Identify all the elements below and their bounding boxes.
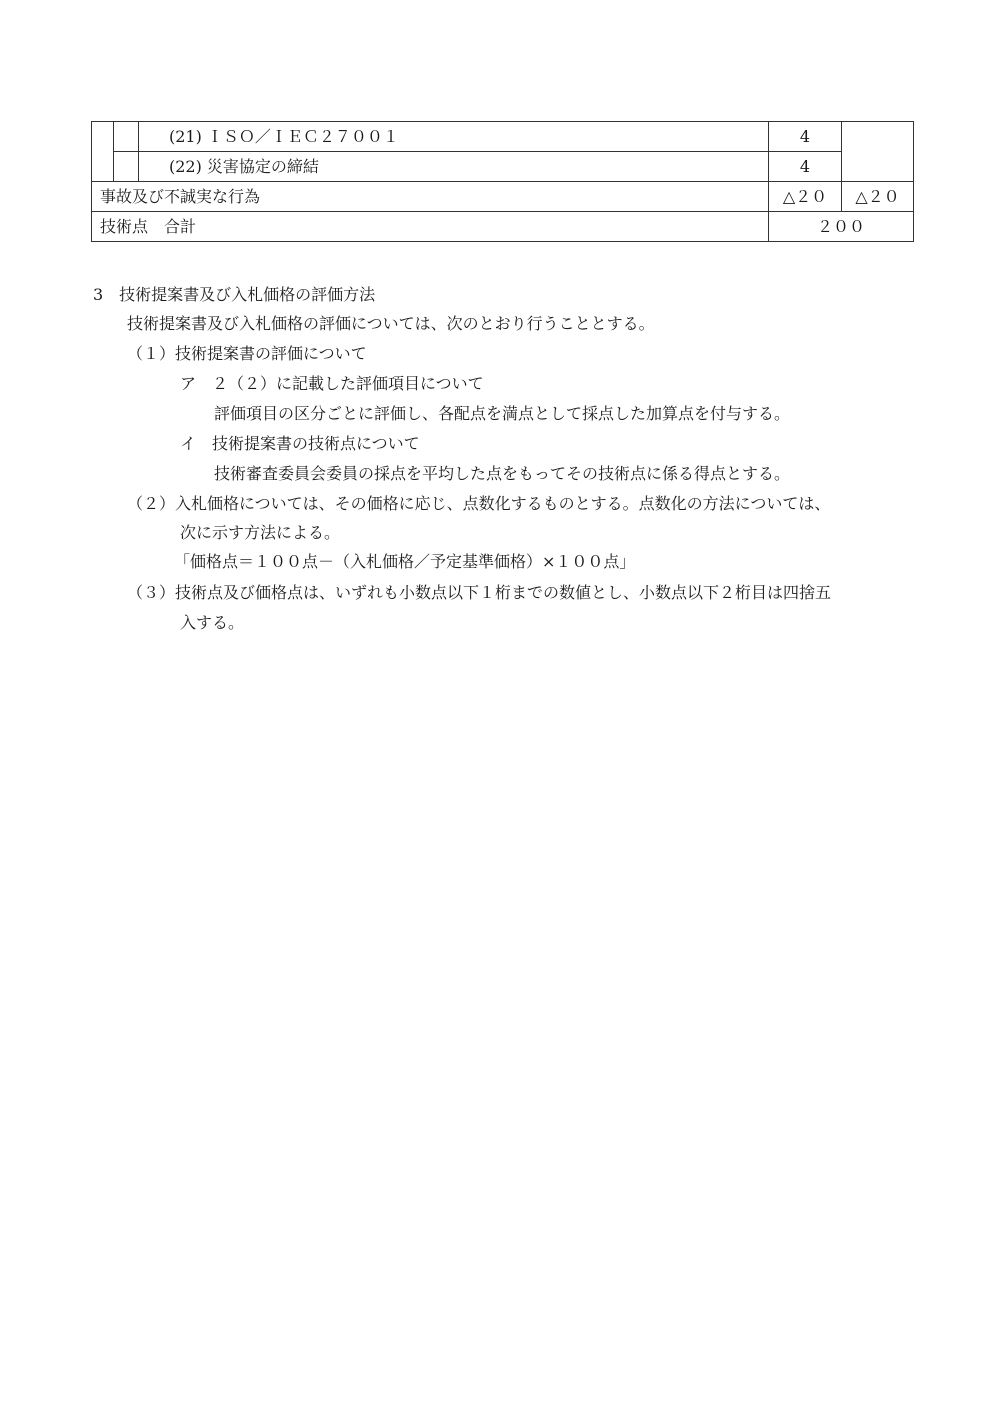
section-intro: 技術提案書及び入札価格の評価については、次のとおり行うこととする。 xyxy=(127,314,655,333)
penalty-row xyxy=(92,182,914,212)
item3-line1: （３）技術点及び価格点は、いずれも小数点以下１桁までの数値とし、小数点以下２桁目は四捨五 xyxy=(127,583,832,602)
total-value: ２００ xyxy=(769,212,914,242)
item-points: 4 xyxy=(769,122,842,152)
item1-b-title: イ 技術提案書の技術点について xyxy=(180,434,420,453)
penalty-max: △２０ xyxy=(842,182,914,212)
penalty-label: 事故及び不誠実な行為 xyxy=(92,182,769,212)
indent-cell xyxy=(92,122,114,182)
price-formula: 「価格点＝１００点－（入札価格／予定基準価格）×１００点」 xyxy=(174,552,636,571)
table-row xyxy=(92,122,914,152)
item-label: (22) 災害協定の締結 xyxy=(139,152,769,182)
item1-a-title: ア ２（２）に記載した評価項目について xyxy=(180,374,484,393)
max-points-cell xyxy=(842,122,914,182)
total-row xyxy=(92,212,914,242)
section-heading: 3 技術提案書及び入札価格の評価方法 xyxy=(93,285,376,304)
item2-line2: 次に示す方法による。 xyxy=(180,523,341,542)
item1-a-text: 評価項目の区分ごとに評価し、各配点を満点として採点した加算点を付与する。 xyxy=(214,404,791,423)
table-row xyxy=(92,152,914,182)
item1-title: （１）技術提案書の評価について xyxy=(127,344,367,363)
indent-cell xyxy=(114,152,139,182)
penalty-points: △２０ xyxy=(769,182,842,212)
total-label: 技術点 合計 xyxy=(92,212,769,242)
indent-cell xyxy=(114,122,139,152)
item3-line2: 入する。 xyxy=(180,613,245,632)
item2-line1: （２）入札価格については、その価格に応じ、点数化するものとする。点数化の方法については、 xyxy=(127,494,831,513)
item-label: (21) ＩＳＯ／ＩＥＣ２７００１ xyxy=(139,122,769,152)
score-table xyxy=(91,121,914,242)
item-points: 4 xyxy=(769,152,842,182)
item1-b-text: 技術審査委員会委員の採点を平均した点をもってその技術点に係る得点とする。 xyxy=(214,464,791,483)
